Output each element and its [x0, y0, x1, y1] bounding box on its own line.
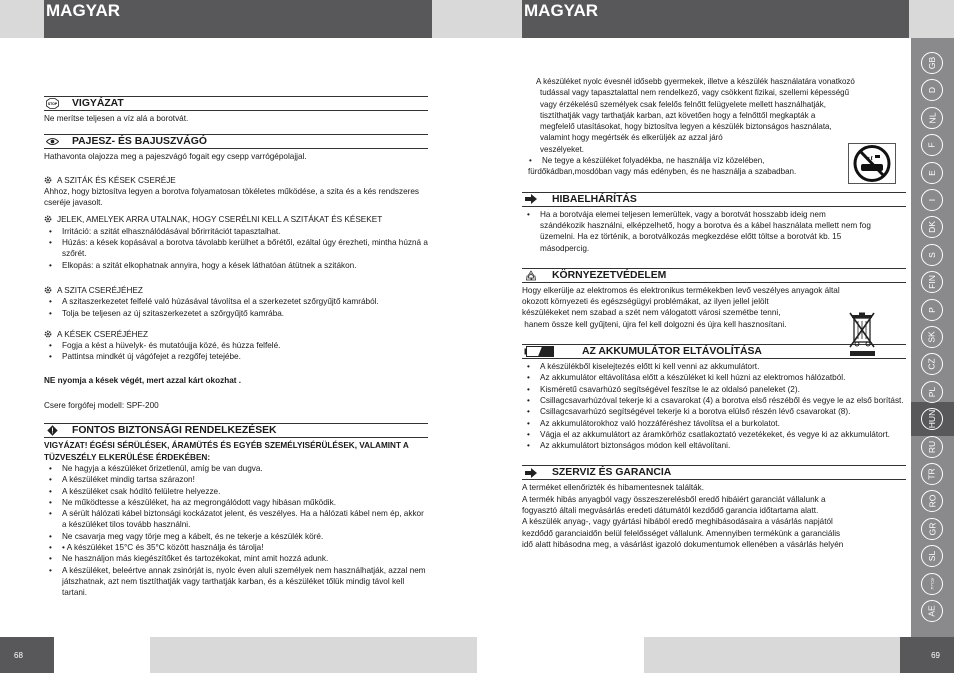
- language-tab-pl[interactable]: [921, 381, 943, 403]
- exclamation-icon: [46, 425, 59, 436]
- stop-icon-label: STOP: [47, 102, 58, 106]
- weee-bin-pictogram: [847, 310, 877, 358]
- list-item: • Ne használjon más kiegészítőket és tartozékokat, mint amit hozzá adunk.: [48, 553, 428, 564]
- gear-icon: [44, 330, 52, 338]
- language-code: AE: [927, 605, 937, 617]
- replacement-model: Csere forgófej modell: SPF-200: [44, 401, 159, 411]
- language-tab-nl[interactable]: [921, 107, 943, 129]
- section-title: KÖRNYEZETVÉDELEM: [552, 269, 667, 281]
- section-title: PAJESZ- ÉS BAJUSZVÁGÓ: [72, 136, 207, 148]
- section-troubleshooting-heading: [522, 192, 906, 207]
- language-tab-i[interactable]: [921, 189, 943, 211]
- right-page: [477, 0, 954, 673]
- language-tab-tr[interactable]: [921, 463, 943, 485]
- language-tab-s[interactable]: [921, 244, 943, 266]
- text-line: A terméket ellenőrizték és hibamentesnek találták.: [522, 483, 705, 493]
- no-water-pictogram: [848, 143, 896, 184]
- replace-heading: A SZITÁK ÉS KÉSEK CSERÉJE: [57, 175, 176, 185]
- signs-list: [44, 226, 428, 271]
- language-tab-e[interactable]: [921, 162, 943, 184]
- text-line: Hogy elkerülje az elektromos és elektronikus termékekben levő veszélyes anyagok által: [522, 285, 840, 295]
- page-number: 68: [0, 637, 54, 673]
- section-environment-heading: [522, 268, 906, 283]
- language-code: RU: [927, 440, 937, 453]
- list-item: • Ne működtesse a készüléket, ha az megrongálódott vagy hibásan működik.: [48, 497, 428, 508]
- signs-heading: JELEK, AMELYEK ARRA UTALNAK, HOGY CSERÉLNI KELL A SZITÁKAT ÉS KÉSEKET: [57, 215, 383, 225]
- text-line: • Ne tegye a készüléket folyadékba, ne használja víz közelében,: [542, 156, 765, 166]
- language-code: NL: [927, 112, 937, 124]
- list-item: • Fogja a kést a hüvelyk- és mutatóujja közé, és húzza felfelé.: [48, 340, 428, 351]
- language-code: CZ: [927, 358, 937, 371]
- list-item: • A készüléket, beleértve annak zsinórját is, nyolc éven aluli személyek nem használhatják, azzal nem játszhatnak, azt nem tisztíthatják vagy tarthatják karban, és a készüléket tőlük mindig távol kell tartani.: [48, 565, 428, 599]
- page-number: 69: [900, 637, 954, 673]
- page-header: MAGYAR: [44, 0, 432, 38]
- language-code: S: [926, 251, 937, 258]
- list-item: • Húzás: a kések kopásával a borotva távolabb kerülhet a bőrétől, ezáltal úgy érezheti, mintha húzná a szőrét.: [48, 237, 428, 260]
- safety-list: [44, 463, 428, 599]
- language-code: D: [926, 87, 937, 94]
- list-item: • Az akkumulátorokhoz való hozzáféréshez távolítsa el a burkolatot.: [526, 418, 906, 429]
- language-code: P: [926, 306, 937, 313]
- language-code: PL: [927, 386, 937, 397]
- recycle-icon: [524, 270, 537, 281]
- screen-heading-row: [44, 285, 428, 296]
- language-code: RO: [927, 495, 937, 508]
- text-line: fogyasztó általi megvásárlás eredeti dátumától kezdődő garancia időtartama alatt.: [522, 506, 819, 516]
- text-line: A készülék anyag-, vagy gyártási hibából eredő meghibásodásaira a vásárlás napjától: [522, 517, 833, 527]
- battery-icon: [524, 346, 554, 357]
- list-item: • Csillagcsavarhúzó segítségével tekerje ki a borotva elülső részén lévő csavarokat (8).: [526, 406, 906, 417]
- blade-heading: A KÉSEK CSERÉJÉHEZ: [57, 329, 149, 339]
- replace-heading-row: [44, 175, 428, 186]
- arrow-right-icon: [524, 194, 537, 205]
- list-item: • Pattintsa mindkét új vágófejet a rezgőfej tetejébe.: [48, 351, 428, 362]
- screen-steps: [44, 296, 428, 319]
- text-line: idő alatt hibásodna meg, a vásárlást igazoló dokumentumok ellenében a vásárlás helyén: [522, 539, 844, 549]
- text-line: üzemelni. Ha ez történik, a borotválkozás megkezdése előtt töltse a borotvát kb. 15: [540, 232, 842, 242]
- section-warranty-heading: [522, 465, 906, 480]
- text-line: másodpercig.: [540, 243, 590, 253]
- language-code: SK: [927, 331, 937, 343]
- text-line: vagy érzékelésű személyek csak felelős felnőtt felügyelete mellett használhatják,: [540, 99, 826, 109]
- text-line: kezdődő garanciaidőn belül felelősséget vállalunk. Amennyiben termékünk a garanciális: [522, 528, 841, 538]
- bottom-band: [150, 637, 477, 673]
- warranty-text: [522, 482, 906, 550]
- list-item: • A sérült hálózati kábel biztonsági kockázatot jelent, és veszélyes. Ha a hálózati kábel nem ép, akkor a készüléket tilos tovább használni.: [48, 508, 428, 531]
- text-line: tudással vagy tapasztalattal nem rendelkező, vagy csökkent fizikai, szellemi képességű: [540, 88, 850, 98]
- text-line: szándékozik használni, elképzelhető, hogy a borotva és a kábel használata mellett nem fog: [540, 220, 871, 230]
- replace-intro: Ahhoz, hogy biztosítva legyen a borotva folyamatosan tökéletes működése, a szita és a kés rendszeres cseréje javasolt.: [44, 186, 420, 208]
- language-code: GB: [927, 56, 937, 70]
- gear-icon: [44, 215, 52, 223]
- section-safety-heading: [44, 423, 428, 438]
- language-code: HUN: [926, 409, 937, 429]
- list-item: [526, 209, 906, 254]
- arrow-right-icon: [524, 467, 537, 478]
- list-item: • A készüléket csak hódító felületre helyezze.: [48, 486, 428, 497]
- list-item: • • A készüléket 15°C és 35°C között használja és tárolja!: [48, 542, 428, 553]
- language-tab-ae[interactable]: [921, 600, 943, 622]
- language-code: F: [926, 142, 937, 148]
- no-bath-icon: [849, 144, 895, 183]
- trimmer-text: Hathavonta olajozza meg a pajeszvágó fogait egy csepp varrógépolajjal.: [44, 152, 307, 162]
- text-line: készülékeket nem szabad a szét nem válogatott városi szemétbe tenni,: [522, 308, 781, 318]
- language-code: FIN: [926, 275, 937, 290]
- crossed-bin-icon: [847, 310, 877, 358]
- list-item: • Ne hagyja a készüléket őrizetlenül, amíg be van dugva.: [48, 463, 428, 474]
- blade-steps: [44, 340, 428, 363]
- list-item: • Irritáció: a szitát elhasználódásával bőrirritációt tapasztalhat.: [48, 226, 428, 237]
- section-title: VIGYÁZAT: [72, 97, 124, 109]
- language-tab-hebrew[interactable]: [921, 573, 943, 595]
- list-item: • Csillagcsavarhúzóval tekerje ki a csavarokat (4) a borotva első részéből és vegye le az első borítást.: [526, 395, 906, 406]
- section-title: SZERVIZ ÉS GARANCIA: [552, 467, 672, 479]
- language-code: I: [927, 198, 937, 202]
- language-tab-ru[interactable]: [921, 436, 943, 458]
- language-code: DK: [927, 221, 937, 234]
- list-item: • Elkopás: a szitát elkophatnak annyira, hogy a kések láthatóan átütnek a szitákon.: [48, 260, 428, 271]
- language-code: SL: [927, 550, 937, 562]
- language-tab-gr[interactable]: [921, 518, 943, 540]
- list-item: • Vágja el az akkumulátort az áramkörhöz csatlakoztató vezetékeket, és vegye ki az akkumulátort.: [526, 429, 906, 440]
- language-code: E: [926, 169, 937, 176]
- text-line: A készüléket nyolc évesnél idősebb gyermekek, illetve a készülék használatára vonatkozó: [536, 77, 855, 86]
- list-item: • A szitaszerkezetet felfelé való húzásával távolítsa el a szerkezetet szőrgyűjtő kamrából.: [48, 296, 428, 307]
- safety-warning: VIGYÁZAT! ÉGÉSI SÉRÜLÉSEK, ÁRAMÜTÉS ÉS EGYÉB SZEMÉLYISÉRÜLÉSEK, VALAMINT A TÜZVESZÉLY ELKERÜLÉSE ÉRDEKÉBEN:: [44, 441, 409, 462]
- troubleshooting-text: [522, 209, 906, 254]
- list-item: • A készüléket mindig tartsa szárazon!: [48, 474, 428, 485]
- text-line: okozott környezeti és egészségügyi problémákat, az ilyen jellel jelölt: [522, 297, 769, 307]
- text-line: hanem össze kell gyűjteni, újra fel kell dolgozni és újra kell hasznosítani.: [522, 319, 787, 329]
- blade-note: NE nyomja a kések végét, mert azzal kárt okozhat .: [44, 375, 242, 385]
- text-line: tisztíthatják vagy tarthatják karban, azt követően hogy a felnőttől megkapták a: [540, 110, 816, 120]
- list-item: • Ne csavarja meg vagy törje meg a kábelt, és ne tekerje a készülék köré.: [48, 531, 428, 542]
- text-line: A termék hibás anyagból vagy összeszerelésből eredő hibáiért garanciát vállalunk a: [522, 494, 826, 504]
- section-title: FONTOS BIZTONSÁGI RENDELKEZÉSEK: [72, 425, 277, 437]
- text-line: veszélyeket.: [540, 144, 585, 154]
- section-trimmer-heading: [44, 134, 428, 149]
- signs-heading-row: [44, 214, 428, 225]
- text-line: fürdőkádban,mosdóban vagy más edényben, és ne használja a szabadban.: [528, 167, 797, 177]
- section-warning-heading: [44, 96, 428, 111]
- left-content: [44, 96, 428, 599]
- section-title: AZ AKKUMULÁTOR ELTÁVOLÍTÁSA: [582, 345, 762, 357]
- list-item: • Az akkumulátort biztonságos módon kell eltávolítani.: [526, 440, 906, 451]
- screen-heading: A SZITA CSERÉJÉHEZ: [57, 285, 143, 295]
- stop-icon: [46, 98, 59, 109]
- language-code: עברית: [929, 577, 935, 590]
- text-line: megfelelő utasításokat, hogy biztosítva legyen a készülék biztonságos használata,: [540, 122, 832, 132]
- language-code: GR: [927, 522, 937, 536]
- warning-text: Ne merítse teljesen a víz alá a borotvát.: [44, 114, 189, 123]
- language-tab-gb[interactable]: [921, 52, 943, 74]
- list-item: • Az akkumulátor eltávolítása előtt a készüléket ki kell húzni az elektromos hálózatból.: [526, 372, 906, 383]
- list-item: • Tolja be teljesen az új szitaszerkezetet a szőrgyűjtő kamrába.: [48, 308, 428, 319]
- language-tab-p[interactable]: [921, 299, 943, 321]
- battery-list: [522, 361, 906, 451]
- text-line: • Ha a borotvája elemei teljesen lemerültek, vagy a borotvát hosszabb ideig nem: [540, 209, 826, 219]
- gear-icon: [44, 176, 52, 184]
- language-tab-sk[interactable]: [921, 326, 943, 348]
- text-line: valamint hogy megértsék és elkerüljék az azzal járó: [540, 133, 723, 143]
- eye-icon: [46, 136, 59, 147]
- page-header: MAGYAR: [522, 0, 909, 38]
- gear-icon: [44, 286, 52, 294]
- blade-heading-row: [44, 329, 428, 340]
- list-item: • A készülékből kiselejtezés előtt ki kell venni az akkumulátort.: [526, 361, 906, 372]
- section-title: HIBAELHÁRÍTÁS: [552, 193, 637, 205]
- language-code: TR: [927, 468, 937, 480]
- list-item: • Kisméretű csavarhúzó segítségével feszítse le az oldalsó paneleket (2).: [526, 384, 906, 395]
